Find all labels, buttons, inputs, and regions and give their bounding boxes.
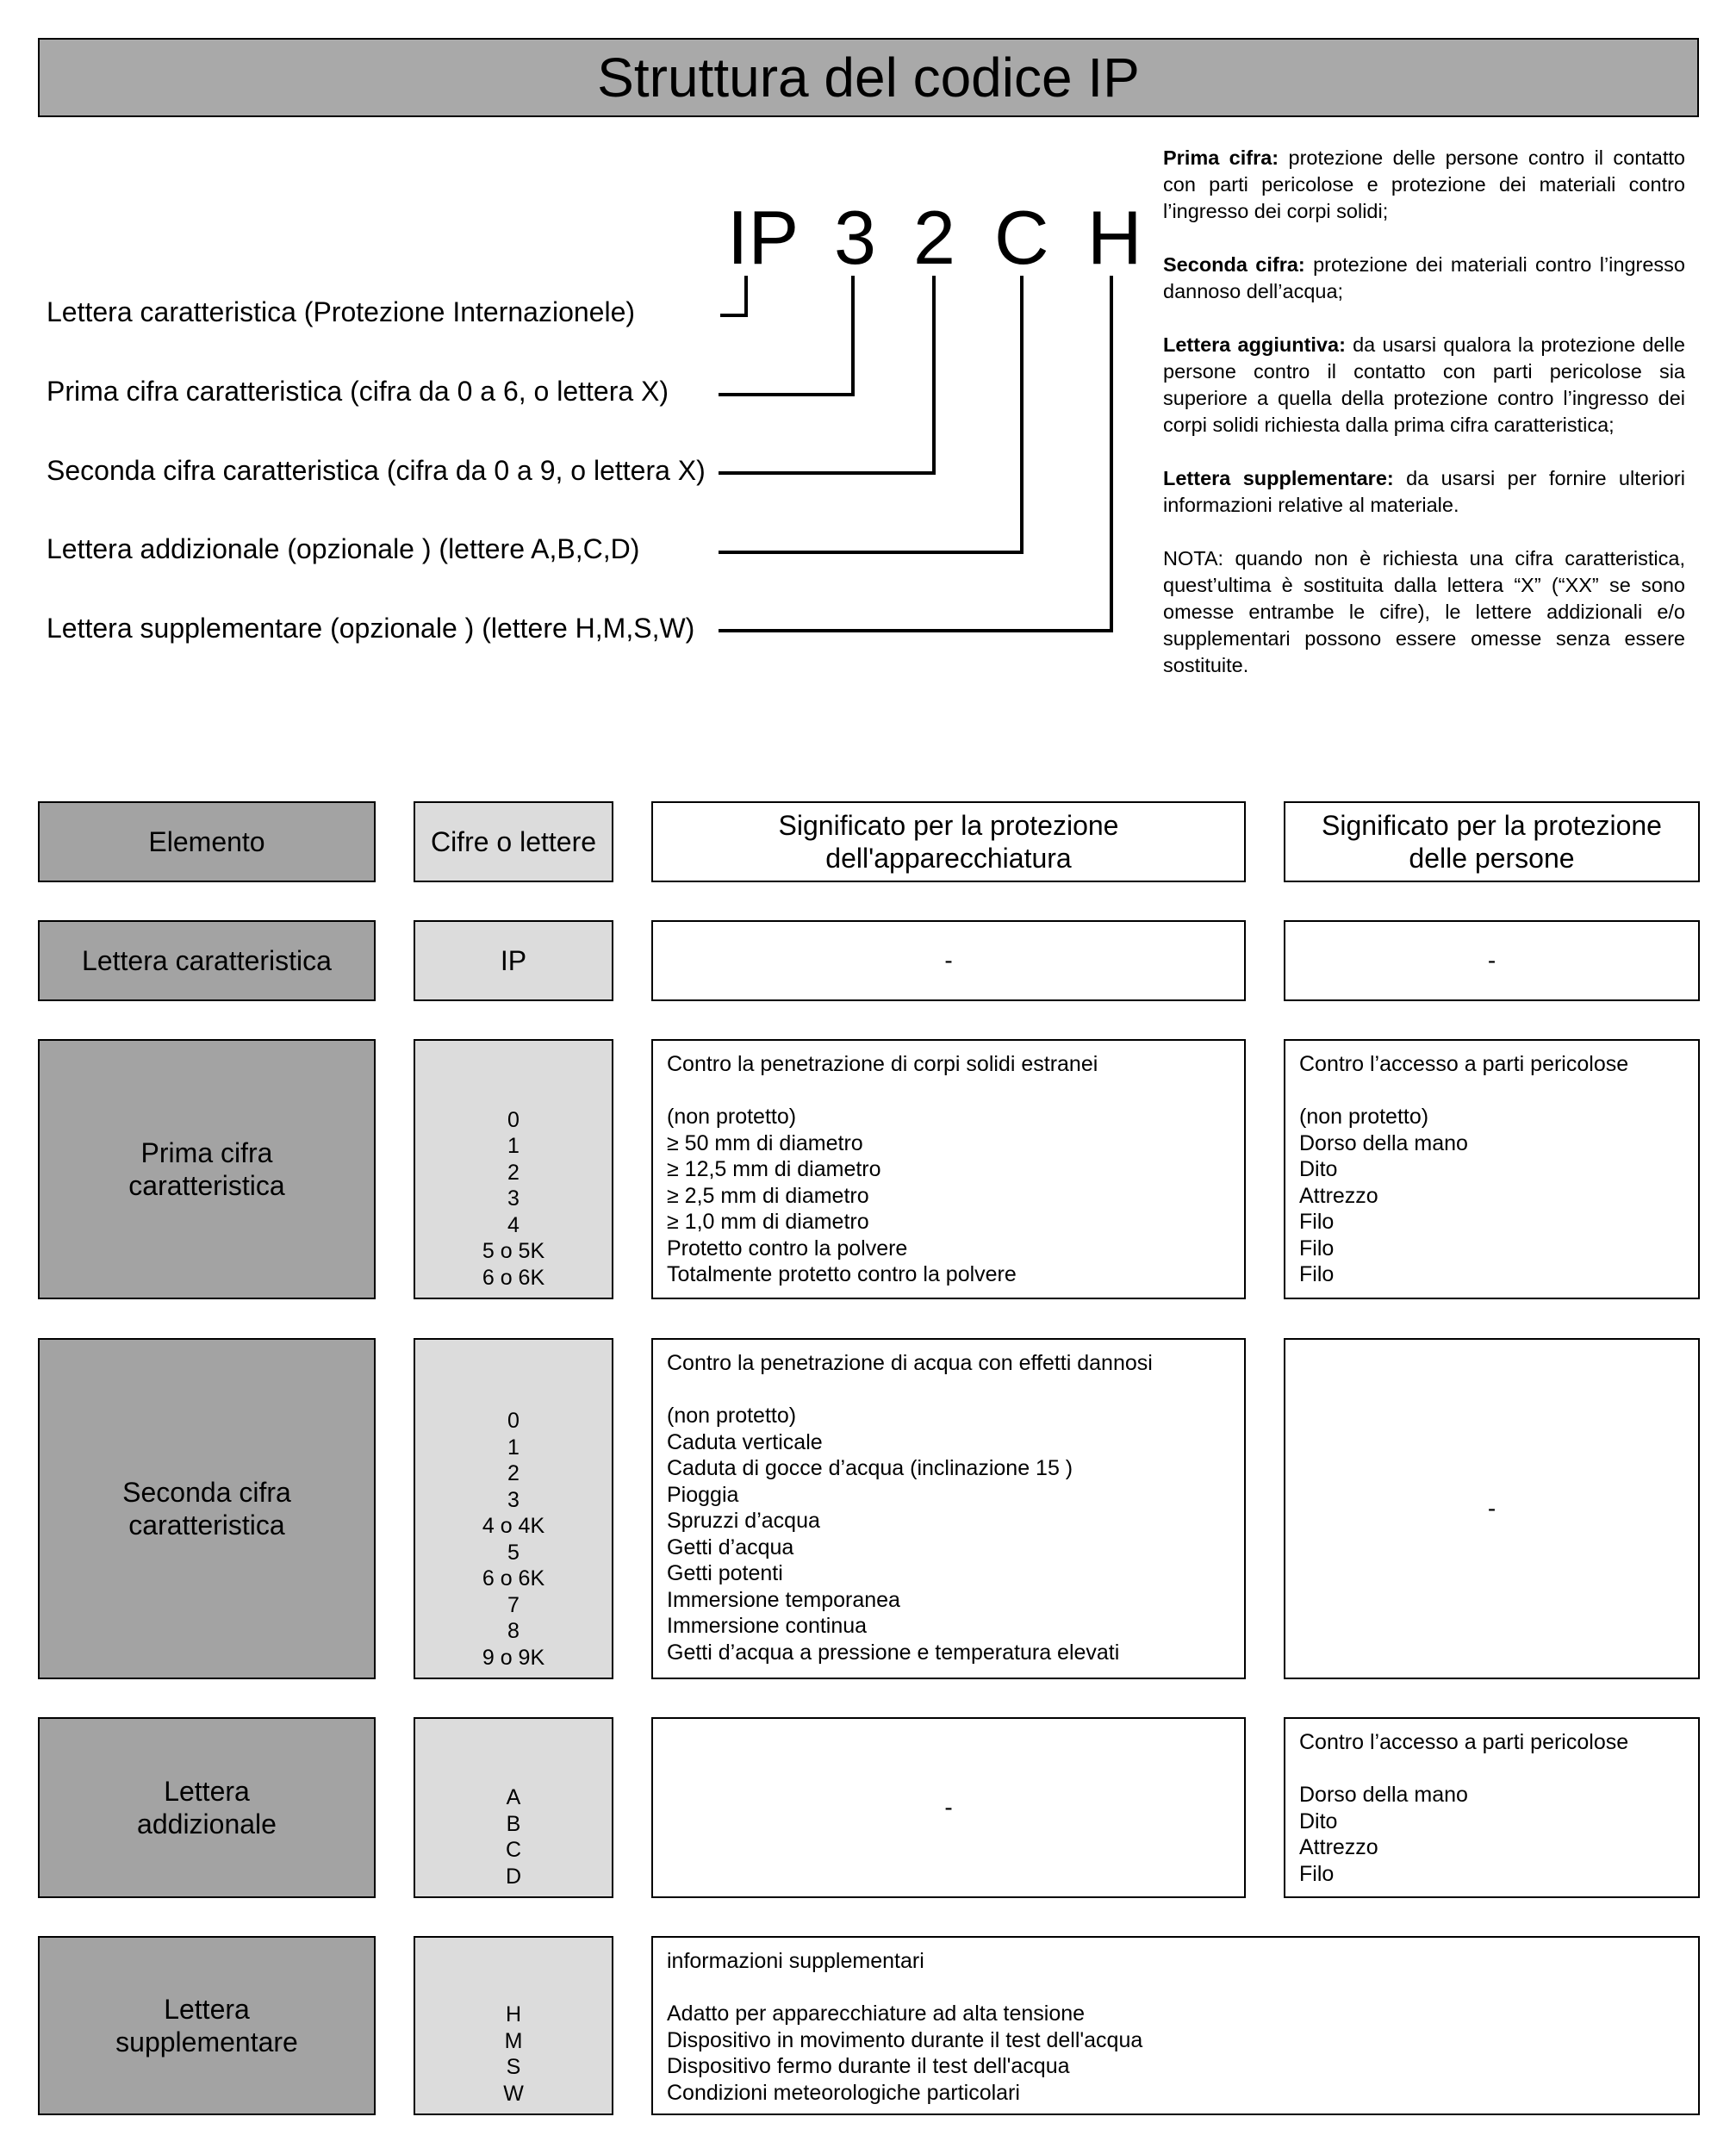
note-supplementary-letter: Lettera supplementare: da usarsi per fornire ulteriori informazioni relative al materiale. [1163,467,1685,516]
header-persons: Significato per la protezione delle persone [1284,801,1700,882]
row-characteristic-letter-codes: IP [414,920,613,1001]
row-characteristic-letter-element: Lettera caratteristica [38,920,376,1001]
row-additional-letter-codes [414,1717,613,1898]
connector-ip [720,276,746,315]
row-additional-letter-equipment: - [651,1717,1246,1898]
code-list: H M S W [503,2002,524,2106]
connector-second-digit [719,276,934,473]
row-characteristic-letter-persons: - [1284,920,1700,1001]
code-char-additional-letter: C [994,195,1049,280]
note-additional-letter: Lettera aggiuntiva: da usarsi qualora la protezione delle persone contro il contatto con parti pericolose sia superiore a quella della protezione contro l’ingresso dei corpi solidi richiesta dalla prima cifra caratteristica; [1163,333,1686,436]
code-char-first-digit: 3 [834,195,876,280]
note-first-digit: Prima cifra: protezione delle persone contro il contatto con parti pericolose e protezione dei materiali contro l’ingresso dei corpi solidi; [1163,146,1685,222]
row-second-digit-persons: - [1284,1338,1700,1679]
label-first-digit: Prima cifra caratteristica (cifra da 0 a 6, o lettera X) [47,376,669,407]
row-characteristic-letter-equipment: - [651,920,1246,1001]
row-supplementary-letter-element: Lettera supplementare [38,1936,376,2115]
row-second-digit-element: Seconda cifra caratteristica [38,1338,376,1679]
code-list: 0 1 2 3 4 5 o 5K 6 o 6K [482,1107,545,1290]
code-char-supplementary-letter: H [1087,195,1142,280]
row-first-digit-equipment: Contro la penetrazione di corpi solidi estranei (non protetto) ≥ 50 mm di diametro ≥ 12,5 mm di diametro ≥ 2,5 mm di diametro ≥ 1,0 mm di diametro Protetto contro la polvere Totalmente protetto contro la polvere [651,1039,1246,1299]
row-additional-letter-element: Lettera addizionale [38,1717,376,1898]
connector-additional-letter [719,276,1022,552]
row-supplementary-letter-description: informazioni supplementari Adatto per apparecchiature ad alta tensione Dispositivo in movimento durante il test dell'acqua Dispositivo fermo durante il test dell'acqua Condizioni meteorologiche particolari [651,1936,1700,2115]
code-list: A B C D [505,1785,522,1889]
code-char-ip: IP [727,195,800,280]
row-second-digit-equipment: Contro la penetrazione di acqua con effetti dannosi (non protetto) Caduta verticale Caduta di gocce d’acqua (inclinazione 15 ) Pioggia Spruzzi d’acqua Getti d’acqua Getti potenti Immersione temporanea Immersione continua Getti d’acqua a pressione e temperatura elevati [651,1338,1246,1679]
label-additional-letter: Lettera addizionale (opzionale ) (lettere A,B,C,D) [47,533,640,564]
note-second-digit: Seconda cifra: protezione dei materiali contro l’ingresso dannoso dell’acqua; [1163,253,1685,302]
code-list: 0 1 2 3 4 o 4K 5 6 o 6K 7 8 9 o 9K [482,1409,545,1670]
row-second-digit-codes [414,1338,613,1679]
row-supplementary-letter-codes [414,1936,613,2115]
page-title: Struttura del codice IP [597,47,1140,109]
row-first-digit-element: Prima cifra caratteristica [38,1039,376,1299]
note-nota: NOTA: quando non è richiesta una cifra caratteristica, quest’ultima è sostituita dalla lettera “X” (“XX” se sono omesse entrambe le cifre), le lettere addizionali e/o supplementari possono essere omesse senza essere sostituite. [1163,547,1685,676]
label-second-digit: Seconda cifra caratteristica (cifra da 0 a 9, o lettera X) [47,455,706,486]
notes-block [1163,145,1685,706]
header-equipment: Significato per la protezione dell'apparecchiatura [651,801,1246,882]
connector-supplementary-letter [719,276,1111,631]
label-supplementary-letter: Lettera supplementare (opzionale ) (lettere H,M,S,W) [47,613,695,644]
code-char-second-digit: 2 [913,195,955,280]
row-first-digit-codes [414,1039,613,1299]
label-characteristic-letter: Lettera caratteristica (Protezione Internazionele) [47,296,636,327]
row-additional-letter-persons: Contro l’accesso a parti pericolose Dorso della mano Dito Attrezzo Filo [1284,1717,1700,1898]
header-element: Elemento [38,801,376,882]
row-first-digit-persons: Contro l’accesso a parti pericolose (non protetto) Dorso della mano Dito Attrezzo Filo Filo Filo [1284,1039,1700,1299]
header-codes: Cifre o lettere [414,801,613,882]
connector-first-digit [719,276,853,395]
